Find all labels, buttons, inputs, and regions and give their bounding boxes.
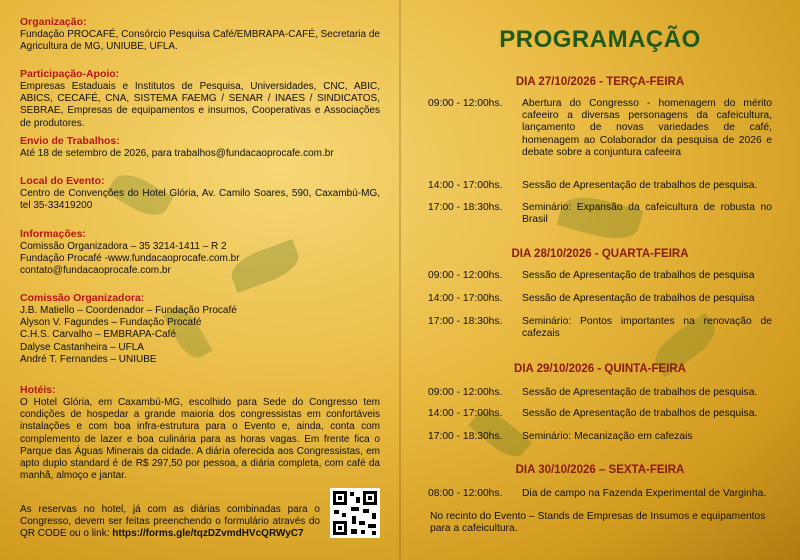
schedule-description: Seminário: Pontos importantes na renovação de cafezais [522,316,772,340]
trabalhos-section [20,135,380,160]
organizacao-text: Fundação PROCAFÉ, Consórcio Pesquisa Café/EMBRAPA-CAFÉ, Secretaria de Agricultura de MG, UNIUBE, UFLA. [20,29,380,53]
local-text: Centro de Convenções do Hotel Glória, Av. Camilo Soares, 590, Caxambú-MG, tel 35-33419200 [20,188,380,212]
schedule-description: Sessão de Apresentação de trabalhos de pesquisa. [522,387,758,398]
reservas-section [20,504,320,541]
informacoes-line: Comissão Organizadora – 35 3214-1411 – R 2 [20,241,227,252]
schedule-time: 14:00 - 17:00hs. [428,408,503,419]
schedule-time: 09:00 - 12:00hs. [428,98,503,109]
reservas-form-link[interactable]: https://forms.gle/tqzDZvmdHVcQRWyC7 [112,528,304,540]
local-heading: Local do Evento: [20,175,105,187]
comissao-heading: Comissão Organizadora: [20,292,145,304]
schedule-time: 17:00 - 18:30hs. [428,202,503,213]
comissao-member: J.B. Matiello – Coordenador – Fundação Procafé [20,305,237,316]
organizacao-section [20,16,380,53]
schedule-description: Dia de campo na Fazenda Experimental de Varginha. [522,488,767,499]
apoio-heading: Participação-Apoio: [20,68,120,80]
comissao-section [20,292,380,366]
right-panel [400,0,800,560]
informacoes-heading: Informações: [20,228,86,240]
schedule-description: Seminário: Expansão da cafeicultura de robusta no Brasil [522,202,772,226]
schedule-description: Abertura do Congresso - homenagem do mérito cafeeiro a diversas personagens da cafeicultura, lançamento de novas variedades de café, homenagem ao Colaborador da pesquisa de 2026 e debate sobre a conjuntura cafeeira [522,98,772,158]
trabalhos-text: Até 18 de setembro de 2026, para trabalhos@fundacaoprocafe.com.br [20,148,334,159]
local-section [20,175,380,212]
informacoes-section [20,228,380,278]
schedule-time: 17:00 - 18:30hs. [428,316,503,327]
schedule-description: Sessão de Apresentação de trabalhos de pesquisa [522,270,755,281]
apoio-text: Empresas Estaduais e Institutos de Pesquisa, Universidades, CNC, ABIC, ABICS, CECAFÉ, CNA, SISTEMA FAEMG / SENAR / INAES / SINDICATOS, SEBRAE, Empresas de equipamentos e insumos, Cooperativas e Associações de produtores. [20,81,380,129]
qr-code[interactable] [330,488,380,538]
schedule-time: 09:00 - 12:00hs. [428,270,503,281]
comissao-member: C.H.S. Carvalho – EMBRAPA-Café [20,329,176,341]
schedule-time: 14:00 - 17:00hs. [428,293,503,304]
organizacao-heading: Organização: [20,16,87,28]
stands-note: No recinto do Evento – Stands de Empresas de Insumos e equipamentos para a cafeicultura. [430,511,766,535]
day-heading: DIA 30/10/2026 – SEXTA-FEIRA [515,464,685,476]
day-heading: DIA 28/10/2026 - QUARTA-FEIRA [511,248,689,260]
schedule-description: Seminário: Mecanização em cafezais [522,431,693,442]
hoteis-section [20,384,380,482]
day-heading: DIA 27/10/2026 - TERÇA-FEIRA [515,76,685,88]
informacoes-line: contato@fundacaoprocafe.com.br [20,265,171,277]
schedule-description: Sessão de Apresentação de trabalhos de pesquisa. [522,180,758,191]
schedule-time: 17:00 - 18:30hs. [428,431,503,442]
apoio-section [20,68,380,130]
schedule-time: 09:00 - 12:00hs. [428,387,503,398]
programacao-title: PROGRAMAÇÃO [499,26,701,53]
schedule-time: 08:00 - 12:00hs. [428,488,503,499]
schedule-description: Sessão de Apresentação de trabalhos de pesquisa [522,293,755,304]
schedule-time: 14:00 - 17:00hs. [428,180,503,191]
comissao-member: Dalyse Castanheira – UFLA [20,341,144,353]
schedule-description: Sessão de Apresentação de trabalhos de pesquisa. [522,408,758,419]
comissao-member: André T. Fernandes – UNIUBE [20,353,157,365]
informacoes-line: Fundação Procafé -www.fundacaoprocafe.com.br [20,253,240,265]
trabalhos-heading: Envio de Trabalhos: [20,135,120,147]
hoteis-heading: Hotéis: [20,384,56,396]
comissao-member: Alyson V. Fagundes – Fundação Procafé [20,317,202,329]
schedule-item [428,98,773,160]
day-heading: DIA 29/10/2026 - QUINTA-FEIRA [514,363,686,375]
hoteis-text: O Hotel Glória, em Caxambú-MG, escolhido para Sede do Congresso tem condições de hospedar a grande maioria dos congressistas em confortáveis instalações e com boa infra-estrutura para o Evento e, ainda, conta com complemento de lazer e boa culinária para as horas vagas. Em frente fica o Parque das Águas Minerais da cidade. A diária oferecida aos Congressistas, em apto duplo standard é de R$ 297,50 por pessoa, a diária completa, com café da manhã, almoço e jantar. [20,397,380,482]
reservas-text: As reservas no hotel, já com as diárias combinadas para o Congresso, devem ser feitas preenchendo o formulário através do QR CODE ou o link: [20,504,320,540]
